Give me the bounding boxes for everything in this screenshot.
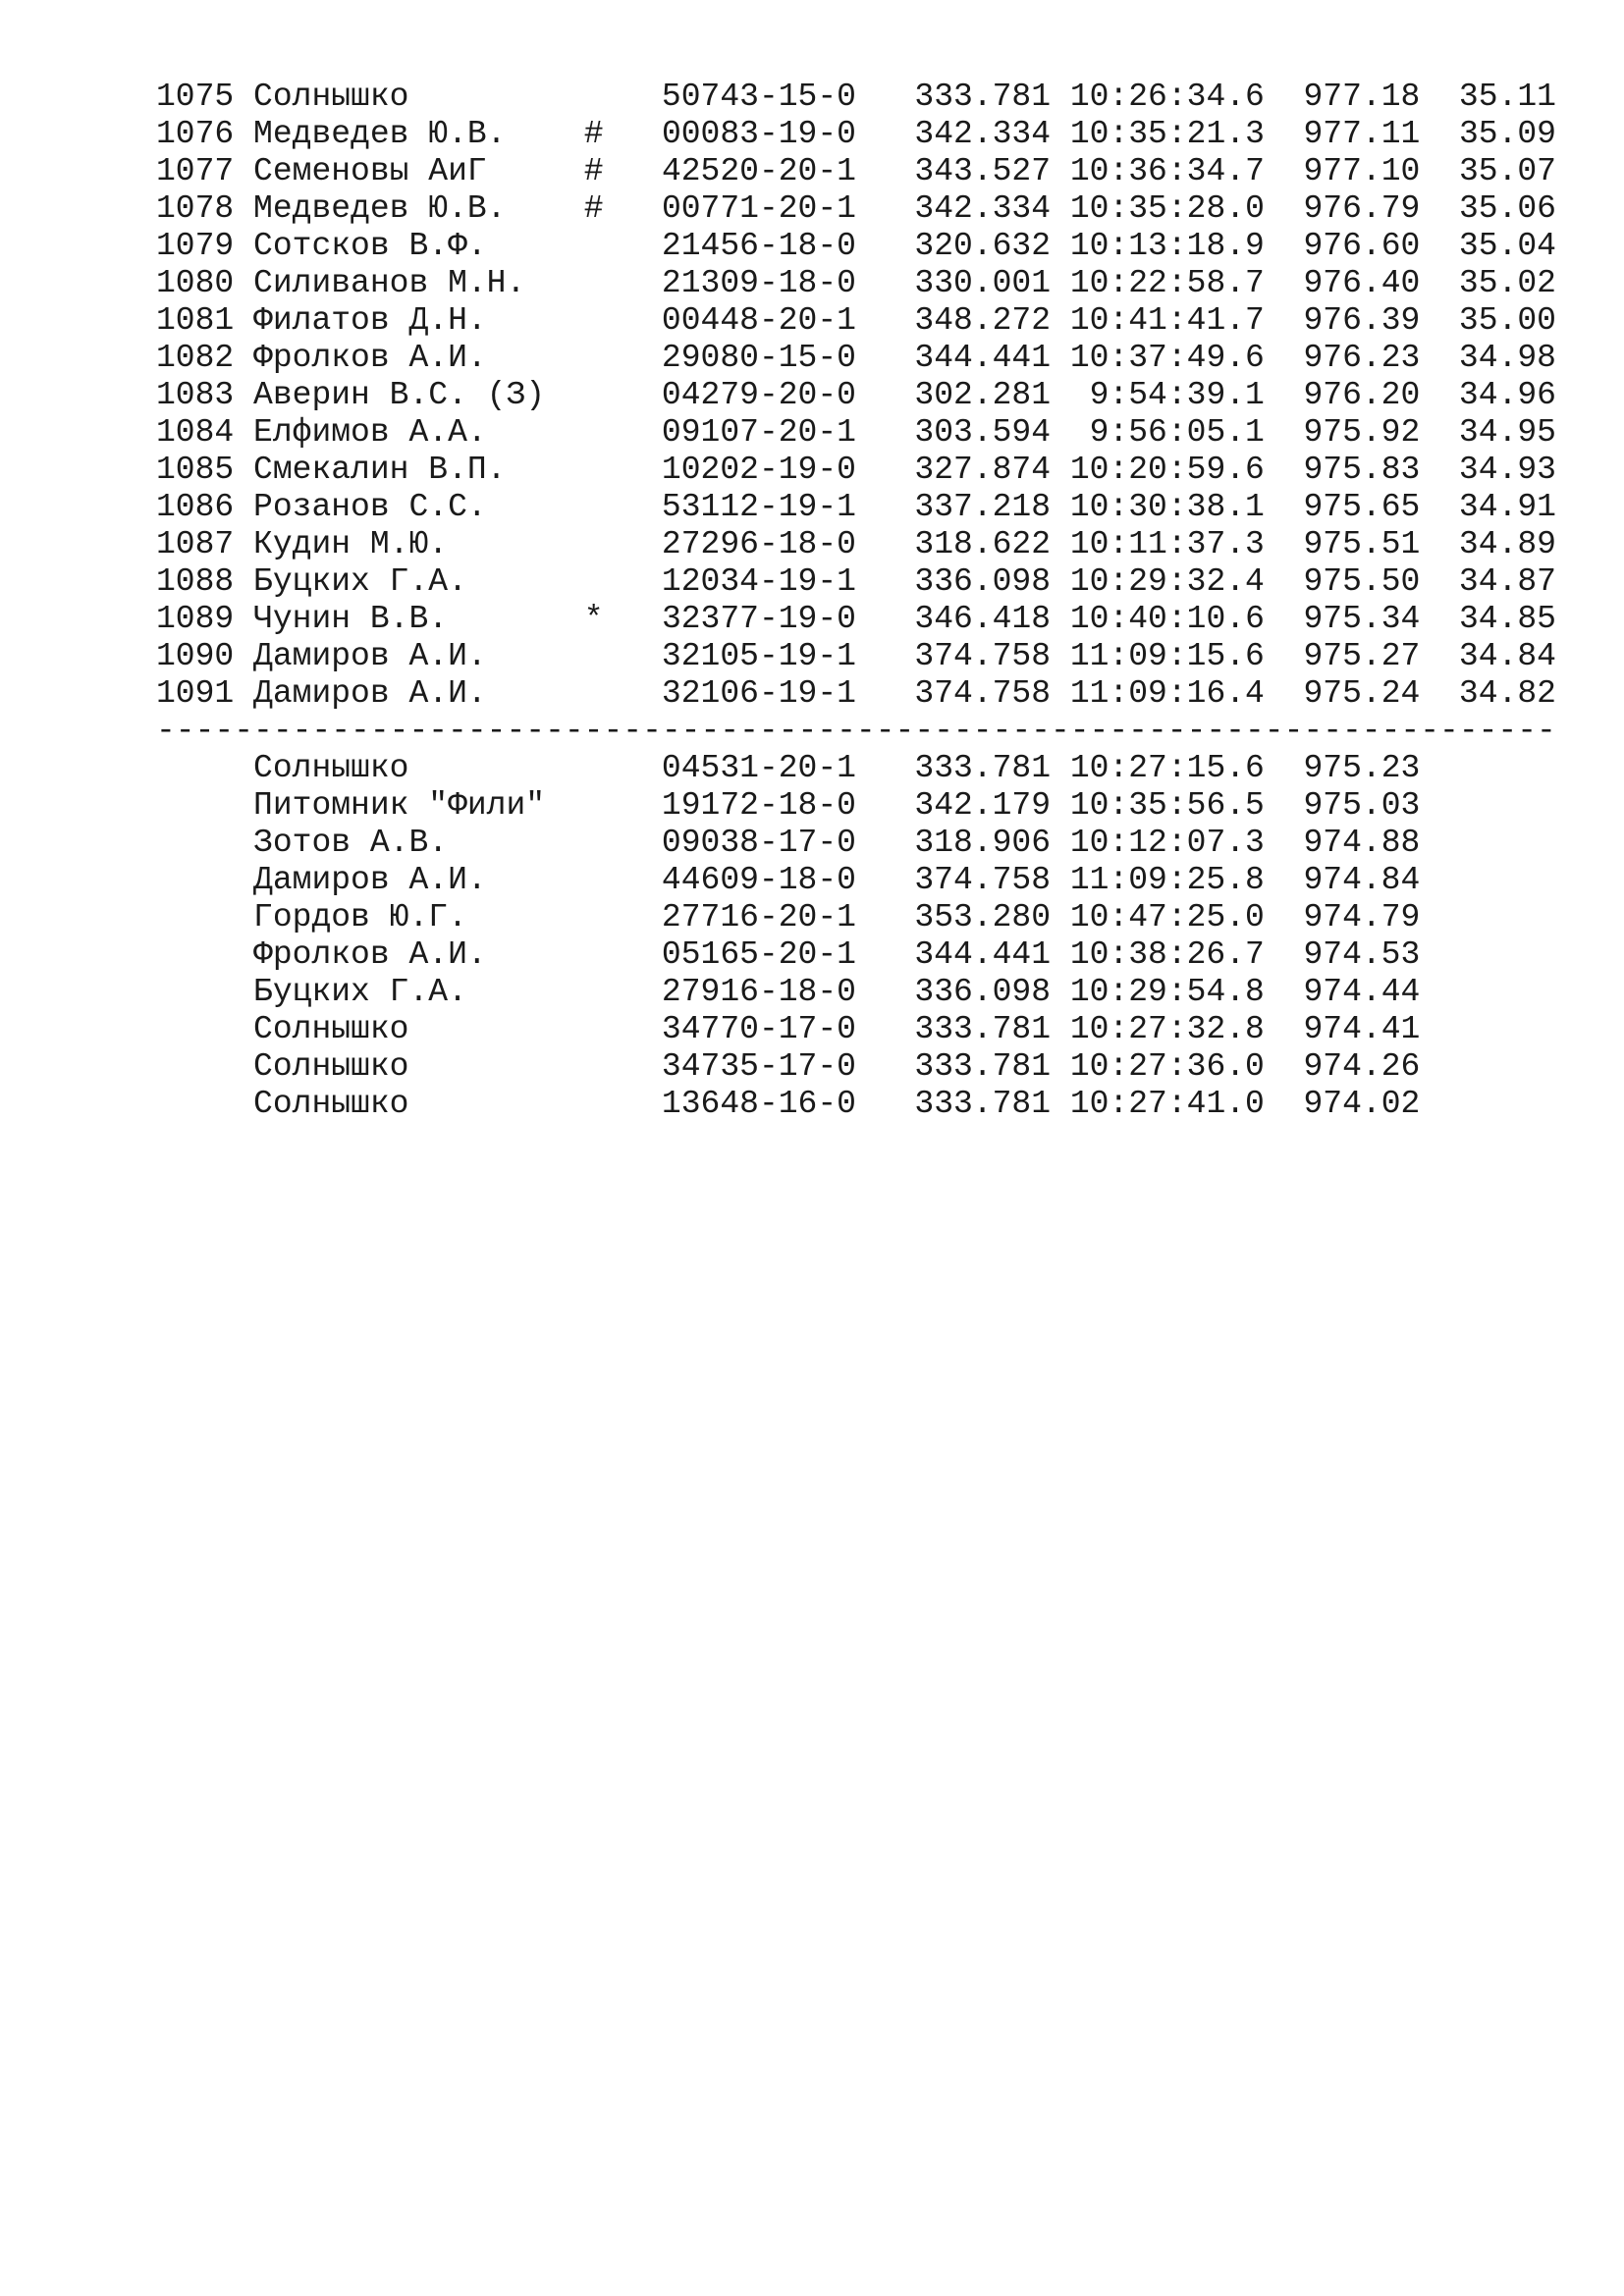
ring-cell: 34770-17-0 xyxy=(661,1011,856,1047)
time-cell: 10:20:59.6 xyxy=(1069,452,1265,488)
position-cell: 1076 xyxy=(156,116,235,152)
speed-cell: 974.88 xyxy=(1303,825,1421,861)
time-cell: 10:29:54.8 xyxy=(1069,974,1265,1010)
owner-cell: Филатов Д.Н. xyxy=(253,302,487,339)
time-cell: 10:11:37.3 xyxy=(1069,526,1265,562)
distance-cell: 343.527 xyxy=(914,153,1052,189)
separator-line: ------------------------------------------------------------------------ xyxy=(156,713,1556,749)
distance-cell: 353.280 xyxy=(914,899,1052,935)
results-row xyxy=(156,452,1556,489)
owner-cell: Сотсков В.Ф. xyxy=(253,228,487,264)
results-row xyxy=(156,302,1556,340)
points-cell: 35.09 xyxy=(1458,116,1556,152)
owner-cell: Питомник "Фили" xyxy=(253,787,546,824)
ring-cell: 12034-19-1 xyxy=(661,563,856,600)
time-cell: 10:27:32.8 xyxy=(1069,1011,1265,1047)
results-row xyxy=(156,601,1556,638)
owner-cell: Гордов Ю.Г. xyxy=(253,899,467,935)
owner-cell: Силиванов М.Н. xyxy=(253,265,526,301)
unranked-row xyxy=(156,787,1556,825)
owner-cell: Буцких Г.А. xyxy=(253,563,467,600)
position-cell: 1087 xyxy=(156,526,235,562)
time-cell: 11:09:16.4 xyxy=(1069,675,1265,712)
speed-cell: 975.27 xyxy=(1303,638,1421,674)
ring-cell: 04531-20-1 xyxy=(661,750,856,786)
points-cell: 34.98 xyxy=(1458,340,1556,376)
owner-cell: Солнышко xyxy=(253,79,409,115)
owner-cell: Смекалин В.П. xyxy=(253,452,507,488)
points-cell: 35.06 xyxy=(1458,190,1556,227)
results-row xyxy=(156,153,1556,190)
speed-cell: 975.23 xyxy=(1303,750,1421,786)
owner-cell: Медведев Ю.В. xyxy=(253,116,507,152)
ring-cell: 44609-18-0 xyxy=(661,862,856,898)
ring-cell: 32105-19-1 xyxy=(661,638,856,674)
owner-cell: Фролков А.И. xyxy=(253,936,487,973)
time-cell: 10:36:34.7 xyxy=(1069,153,1265,189)
distance-cell: 336.098 xyxy=(914,563,1052,600)
distance-cell: 337.218 xyxy=(914,489,1052,525)
results-row xyxy=(156,638,1556,675)
speed-cell: 975.03 xyxy=(1303,787,1421,824)
speed-cell: 977.11 xyxy=(1303,116,1421,152)
points-cell: 34.84 xyxy=(1458,638,1556,674)
time-cell: 10:41:41.7 xyxy=(1069,302,1265,339)
owner-cell: Солнышко xyxy=(253,1086,409,1122)
points-cell: 35.07 xyxy=(1458,153,1556,189)
ring-cell: 53112-19-1 xyxy=(661,489,856,525)
points-cell: 34.96 xyxy=(1458,377,1556,413)
owner-cell: Дамиров А.И. xyxy=(253,675,487,712)
speed-cell: 975.34 xyxy=(1303,601,1421,637)
time-cell: 9:56:05.1 xyxy=(1089,414,1265,451)
ring-cell: 27296-18-0 xyxy=(661,526,856,562)
speed-cell: 975.83 xyxy=(1303,452,1421,488)
points-cell: 35.04 xyxy=(1458,228,1556,264)
ring-cell: 00771-20-1 xyxy=(661,190,856,227)
owner-cell: Зотов А.В. xyxy=(253,825,449,861)
ring-cell: 09038-17-0 xyxy=(661,825,856,861)
owner-cell: Фролков А.И. xyxy=(253,340,487,376)
speed-cell: 976.40 xyxy=(1303,265,1421,301)
distance-cell: 342.334 xyxy=(914,116,1052,152)
speed-cell: 974.84 xyxy=(1303,862,1421,898)
position-cell: 1089 xyxy=(156,601,235,637)
distance-cell: 374.758 xyxy=(914,638,1052,674)
points-cell: 34.89 xyxy=(1458,526,1556,562)
speed-cell: 977.10 xyxy=(1303,153,1421,189)
distance-cell: 302.281 xyxy=(914,377,1052,413)
speed-cell: 977.18 xyxy=(1303,79,1421,115)
time-cell: 10:26:34.6 xyxy=(1069,79,1265,115)
speed-cell: 976.23 xyxy=(1303,340,1421,376)
distance-cell: 344.441 xyxy=(914,340,1052,376)
unranked-row xyxy=(156,825,1556,862)
time-cell: 10:35:21.3 xyxy=(1069,116,1265,152)
distance-cell: 318.622 xyxy=(914,526,1052,562)
speed-cell: 975.50 xyxy=(1303,563,1421,600)
position-cell: 1086 xyxy=(156,489,235,525)
owner-cell: Аверин В.С. (З) xyxy=(253,377,546,413)
results-row xyxy=(156,340,1556,377)
results-row xyxy=(156,489,1556,526)
ring-cell: 05165-20-1 xyxy=(661,936,856,973)
time-cell: 10:13:18.9 xyxy=(1069,228,1265,264)
time-cell: 11:09:25.8 xyxy=(1069,862,1265,898)
points-cell: 34.93 xyxy=(1458,452,1556,488)
time-cell: 10:29:32.4 xyxy=(1069,563,1265,600)
speed-cell: 975.65 xyxy=(1303,489,1421,525)
points-cell: 35.00 xyxy=(1458,302,1556,339)
position-cell: 1083 xyxy=(156,377,235,413)
time-cell: 10:12:07.3 xyxy=(1069,825,1265,861)
distance-cell: 333.781 xyxy=(914,1086,1052,1122)
results-row xyxy=(156,265,1556,302)
unranked-row xyxy=(156,862,1556,899)
unranked-row xyxy=(156,974,1556,1011)
points-cell: 34.91 xyxy=(1458,489,1556,525)
distance-cell: 333.781 xyxy=(914,79,1052,115)
speed-cell: 974.44 xyxy=(1303,974,1421,1010)
position-cell: 1081 xyxy=(156,302,235,339)
owner-cell: Семеновы АиГ xyxy=(253,153,487,189)
mark-cell: * xyxy=(583,601,604,637)
results-row xyxy=(156,414,1556,452)
owner-cell: Солнышко xyxy=(253,1048,409,1085)
results-row xyxy=(156,675,1556,713)
time-cell: 10:27:15.6 xyxy=(1069,750,1265,786)
mark-cell: # xyxy=(583,153,604,189)
speed-cell: 975.51 xyxy=(1303,526,1421,562)
points-cell: 34.95 xyxy=(1458,414,1556,451)
owner-cell: Дамиров А.И. xyxy=(253,638,487,674)
speed-cell: 976.20 xyxy=(1303,377,1421,413)
points-cell: 35.11 xyxy=(1458,79,1556,115)
owner-cell: Дамиров А.И. xyxy=(253,862,487,898)
speed-cell: 976.60 xyxy=(1303,228,1421,264)
position-cell: 1088 xyxy=(156,563,235,600)
distance-cell: 374.758 xyxy=(914,862,1051,898)
time-cell: 10:27:36.0 xyxy=(1069,1048,1265,1085)
position-cell: 1091 xyxy=(156,675,235,712)
distance-cell: 342.179 xyxy=(914,787,1052,824)
ring-cell: 00083-19-0 xyxy=(661,116,856,152)
distance-cell: 320.632 xyxy=(914,228,1052,264)
ring-cell: 50743-15-0 xyxy=(661,79,856,115)
time-cell: 10:38:26.7 xyxy=(1069,936,1265,973)
distance-cell: 342.334 xyxy=(914,190,1052,227)
results-listing xyxy=(156,79,1556,1123)
owner-cell: Елфимов А.А. xyxy=(253,414,487,451)
ring-cell: 19172-18-0 xyxy=(661,787,856,824)
distance-cell: 344.441 xyxy=(914,936,1051,973)
points-cell: 34.82 xyxy=(1458,675,1556,712)
distance-cell: 346.418 xyxy=(914,601,1052,637)
ring-cell: 27916-18-0 xyxy=(661,974,856,1010)
position-cell: 1078 xyxy=(156,190,235,227)
position-cell: 1082 xyxy=(156,340,235,376)
ring-cell: 09107-20-1 xyxy=(661,414,856,451)
distance-cell: 336.098 xyxy=(914,974,1052,1010)
ring-cell: 29080-15-0 xyxy=(661,340,856,376)
ring-cell: 21456-18-0 xyxy=(661,228,856,264)
position-cell: 1080 xyxy=(156,265,235,301)
speed-cell: 974.41 xyxy=(1303,1011,1421,1047)
distance-cell: 303.594 xyxy=(914,414,1052,451)
mark-cell: # xyxy=(583,190,604,227)
ring-cell: 27716-20-1 xyxy=(661,899,856,935)
mark-cell: # xyxy=(583,116,604,152)
unranked-row xyxy=(156,1011,1556,1048)
position-cell: 1077 xyxy=(156,153,235,189)
position-cell: 1090 xyxy=(156,638,235,674)
unranked-row xyxy=(156,1048,1556,1086)
time-cell: 10:27:41.0 xyxy=(1069,1086,1265,1122)
position-cell: 1084 xyxy=(156,414,235,451)
distance-cell: 348.272 xyxy=(914,302,1052,339)
time-cell: 10:47:25.0 xyxy=(1069,899,1265,935)
speed-cell: 974.53 xyxy=(1303,936,1421,973)
owner-cell: Солнышко xyxy=(253,750,409,786)
owner-cell: Чунин В.В. xyxy=(253,601,449,637)
distance-cell: 333.781 xyxy=(914,1011,1052,1047)
results-row xyxy=(156,377,1556,414)
position-cell: 1075 xyxy=(156,79,235,115)
speed-cell: 974.79 xyxy=(1303,899,1421,935)
ring-cell: 00448-20-1 xyxy=(661,302,856,339)
points-cell: 34.87 xyxy=(1458,563,1556,600)
owner-cell: Розанов С.С. xyxy=(253,489,487,525)
unranked-row xyxy=(156,936,1556,974)
results-row xyxy=(156,228,1556,265)
time-cell: 10:22:58.7 xyxy=(1069,265,1265,301)
results-row xyxy=(156,116,1556,153)
speed-cell: 976.79 xyxy=(1303,190,1421,227)
speed-cell: 976.39 xyxy=(1303,302,1421,339)
points-cell: 34.85 xyxy=(1458,601,1556,637)
ring-cell: 42520-20-1 xyxy=(661,153,856,189)
speed-cell: 975.92 xyxy=(1303,414,1421,451)
time-cell: 10:30:38.1 xyxy=(1069,489,1265,525)
unranked-row xyxy=(156,1086,1556,1123)
speed-cell: 975.24 xyxy=(1303,675,1421,712)
owner-cell: Солнышко xyxy=(253,1011,409,1047)
ring-cell: 10202-19-0 xyxy=(661,452,856,488)
ring-cell: 21309-18-0 xyxy=(661,265,856,301)
time-cell: 10:37:49.6 xyxy=(1069,340,1265,376)
distance-cell: 374.758 xyxy=(914,675,1052,712)
results-row xyxy=(156,563,1556,601)
results-row xyxy=(156,526,1556,563)
owner-cell: Буцких Г.А. xyxy=(253,974,467,1010)
ring-cell: 34735-17-0 xyxy=(661,1048,856,1085)
time-cell: 9:54:39.1 xyxy=(1089,377,1265,413)
time-cell: 11:09:15.6 xyxy=(1069,638,1265,674)
ring-cell: 04279-20-0 xyxy=(661,377,856,413)
position-cell: 1079 xyxy=(156,228,235,264)
distance-cell: 330.001 xyxy=(914,265,1052,301)
unranked-row xyxy=(156,750,1556,787)
time-cell: 10:35:56.5 xyxy=(1069,787,1265,824)
speed-cell: 974.26 xyxy=(1303,1048,1421,1085)
ring-cell: 13648-16-0 xyxy=(661,1086,856,1122)
distance-cell: 333.781 xyxy=(914,750,1052,786)
owner-cell: Кудин М.Ю. xyxy=(253,526,449,562)
position-cell: 1085 xyxy=(156,452,235,488)
points-cell: 35.02 xyxy=(1458,265,1556,301)
distance-cell: 333.781 xyxy=(914,1048,1052,1085)
distance-cell: 327.874 xyxy=(914,452,1052,488)
ring-cell: 32377-19-0 xyxy=(661,601,856,637)
time-cell: 10:35:28.0 xyxy=(1069,190,1265,227)
speed-cell: 974.02 xyxy=(1303,1086,1421,1122)
distance-cell: 318.906 xyxy=(914,825,1052,861)
results-row xyxy=(156,79,1556,116)
time-cell: 10:40:10.6 xyxy=(1069,601,1265,637)
unranked-row xyxy=(156,899,1556,936)
ring-cell: 32106-19-1 xyxy=(661,675,856,712)
results-row xyxy=(156,190,1556,228)
owner-cell: Медведев Ю.В. xyxy=(253,190,507,227)
